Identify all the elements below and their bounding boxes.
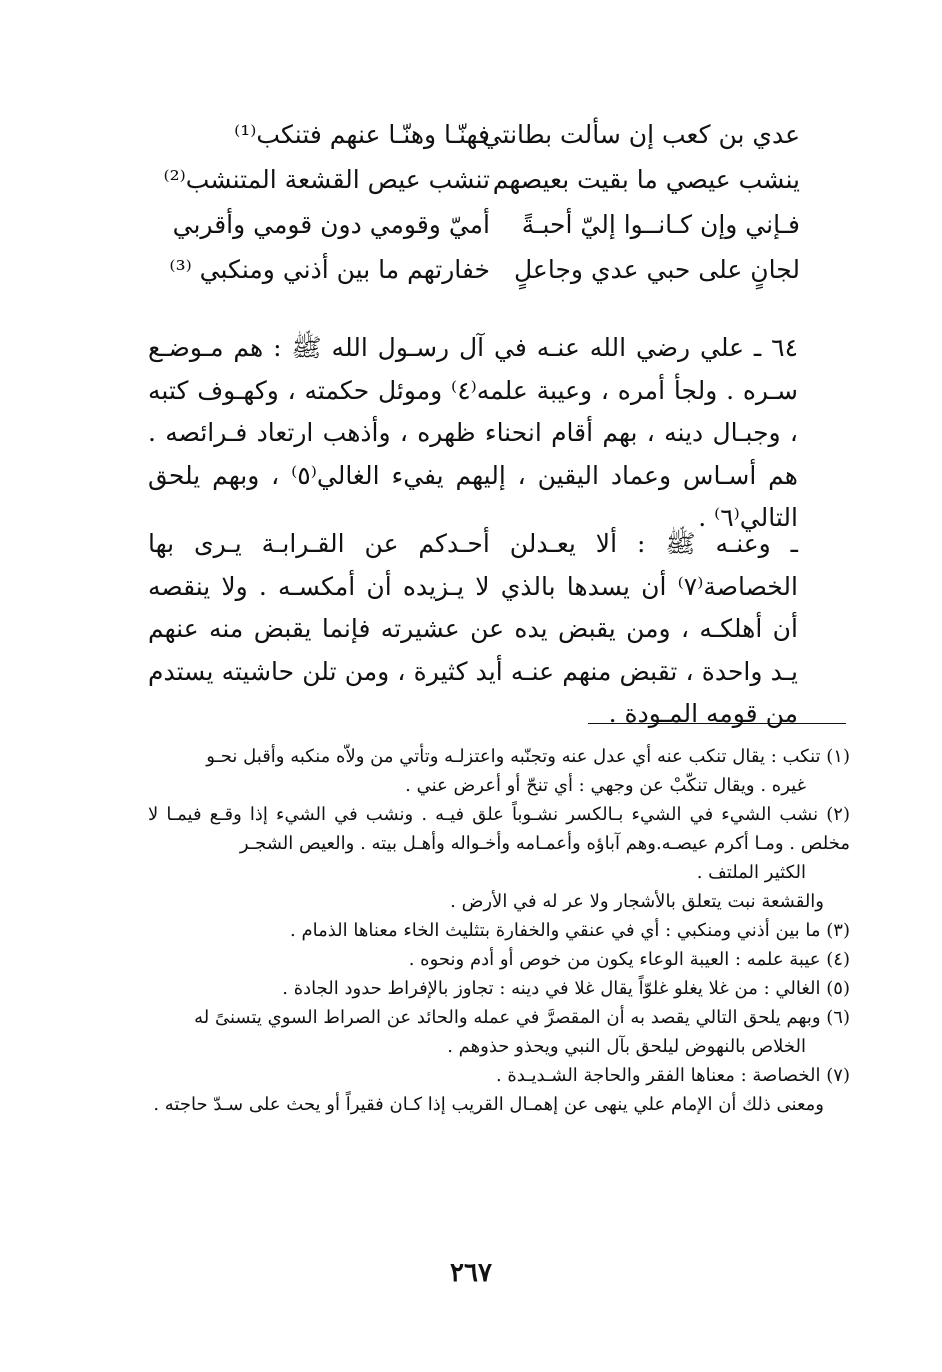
footnote-text: وبهم يلحق التالي يقصد به أن المقصرَّ في عمله والحائد عن الصراط السوي يتسنىً له [194,1007,821,1028]
footnote-marker: (٧) [826,1065,850,1086]
footnote-continuation: الخلاص بالنهوض ليلحق بآل النبي ويحذو حذوهم . [447,1036,806,1057]
footnotes [148,742,850,1119]
poem-verses [163,112,800,292]
footnote-text: ما بين أذني ومنكبي : أي في عنقي والخفارة بتثليث الخاء معناها الذمام . [290,920,821,941]
verse-first-hemistich: لجانٍ على حبي عدي وجاعلٍ [514,255,800,284]
footnote-continuation: غيره . ويقال تنكّبْ عن وجهي : أي تنحّ أو أعرض عني . [405,775,806,796]
footnote-text: الغالي : من غلا يغلو غلوّاً يقال غلا في دينه : تجاوز بالإفراط حدود الجادة . [282,978,821,999]
footnote-continuation: الكثير الملتف . [696,862,806,883]
footnote-marker: (٢) [826,804,850,825]
verse-first-hemistich: عدي بن كعب إن سألت بطانتي [481,120,800,149]
verse-line [200,112,800,157]
footnote-6 [148,1003,850,1061]
verse-line [172,202,800,247]
page-number: ٢٦٧ [450,1258,492,1288]
footnote-3 [148,916,850,945]
footnote-marker: (١) [826,746,850,767]
verse-line [169,247,800,292]
footnote-2-extra: والقشعة نبت يتعلق بالأشجار ولا عر له في الأرض . [450,891,824,912]
footnote-text: الخصاصة : معناها الفقر والحاجة الشـديـدة . [495,1065,821,1086]
verse-second-hemistich: تنشب عيص القشعة المتنشب⁽²⁾ [163,165,490,194]
paragraph-kinship: ـ وعنـه ﷺ : ألا يعـدلن أحـدكم عن القـرابـة يـرى بها الخصاصة⁽٧⁾ أن يسدها بالذي لا يـزيده أن أمكسـه . ولا ينقصه أن أهلكـه ، ومن يقبض يده عن عشيرته فإنما يقبض منه عنهم يـد واحدة ، تقبض منهم عنـه أيد كثيرة ، ومن تلن حاشيته يستدم من قومه المـودة . [148,529,798,728]
footnote-7 [148,1061,850,1090]
verse-first-hemistich: ينشب عيصي ما بقيت بعيصهم [492,165,800,194]
verse-second-hemistich: فهنّـا وهنّـا عنهم فتنكب⁽¹⁾ [234,120,490,149]
verse-line [163,157,800,202]
footnote-separator [588,723,846,724]
footnote-7-extra: ومعنى ذلك أن الإمام علي ينهى عن إهمـال القريب إذا كـان فقيراً أو يحث على سـدّ حاجته . [153,1094,824,1115]
footnote-marker: (٣) [826,920,850,941]
footnote-5 [148,974,850,1003]
footnote-text: نشب الشيء في الشيء بـالكسر نشـوباً علق فيـه . ونشب في الشيء إذا وقـع فيمـا لا مخلص . ومـا أكرم عيصـه.وهم آباؤه وأعمـامه وأخـواله وأهـل بيته . والعيص الشجـر [148,804,850,854]
footnote-marker: (٥) [826,978,850,999]
footnote-4 [148,945,850,974]
footnote-2 [148,800,850,887]
verse-second-hemistich: أميّ وقومي دون قومي وأقربي [172,210,490,239]
footnote-marker: (٦) [826,1007,850,1028]
verse-first-hemistich: فـإني وإن كـانــوا إليّ أحبـةً [521,210,800,239]
footnote-1 [148,742,850,800]
paragraph-64: ٦٤ ـ علي رضي الله عنـه في آل رسـول الله ﷺ : هم مـوضـع سـره . ولجأ أمره ، وعيبة علمه⁽٤⁾ وموئل حكمته ، وكهـوف كتبه ، وجبـال دينه ، بهم أقام انحناء ظهره ، وأذهب ارتعاد فـرائصه . هم أسـاس وعماد اليقين ، إليهم يفيء الغالي⁽٥⁾ ، وبهم يلحق التالي⁽٦⁾ . [148,333,798,532]
verse-second-hemistich: خفارتهم ما بين أذني ومنكبي ⁽³⁾ [169,255,490,284]
footnote-text: تنكب : يقال تنكب عنه أي عدل عنه وتجنّبه واعتزلـه وتأتي من ولاّه منكبه وأقبل نحـو [206,746,821,767]
footnote-text: عيبة علمه : العيبة الوعاء يكون من خوص أو أدم ونحوه . [408,949,821,970]
footnote-marker: (٤) [826,949,850,970]
